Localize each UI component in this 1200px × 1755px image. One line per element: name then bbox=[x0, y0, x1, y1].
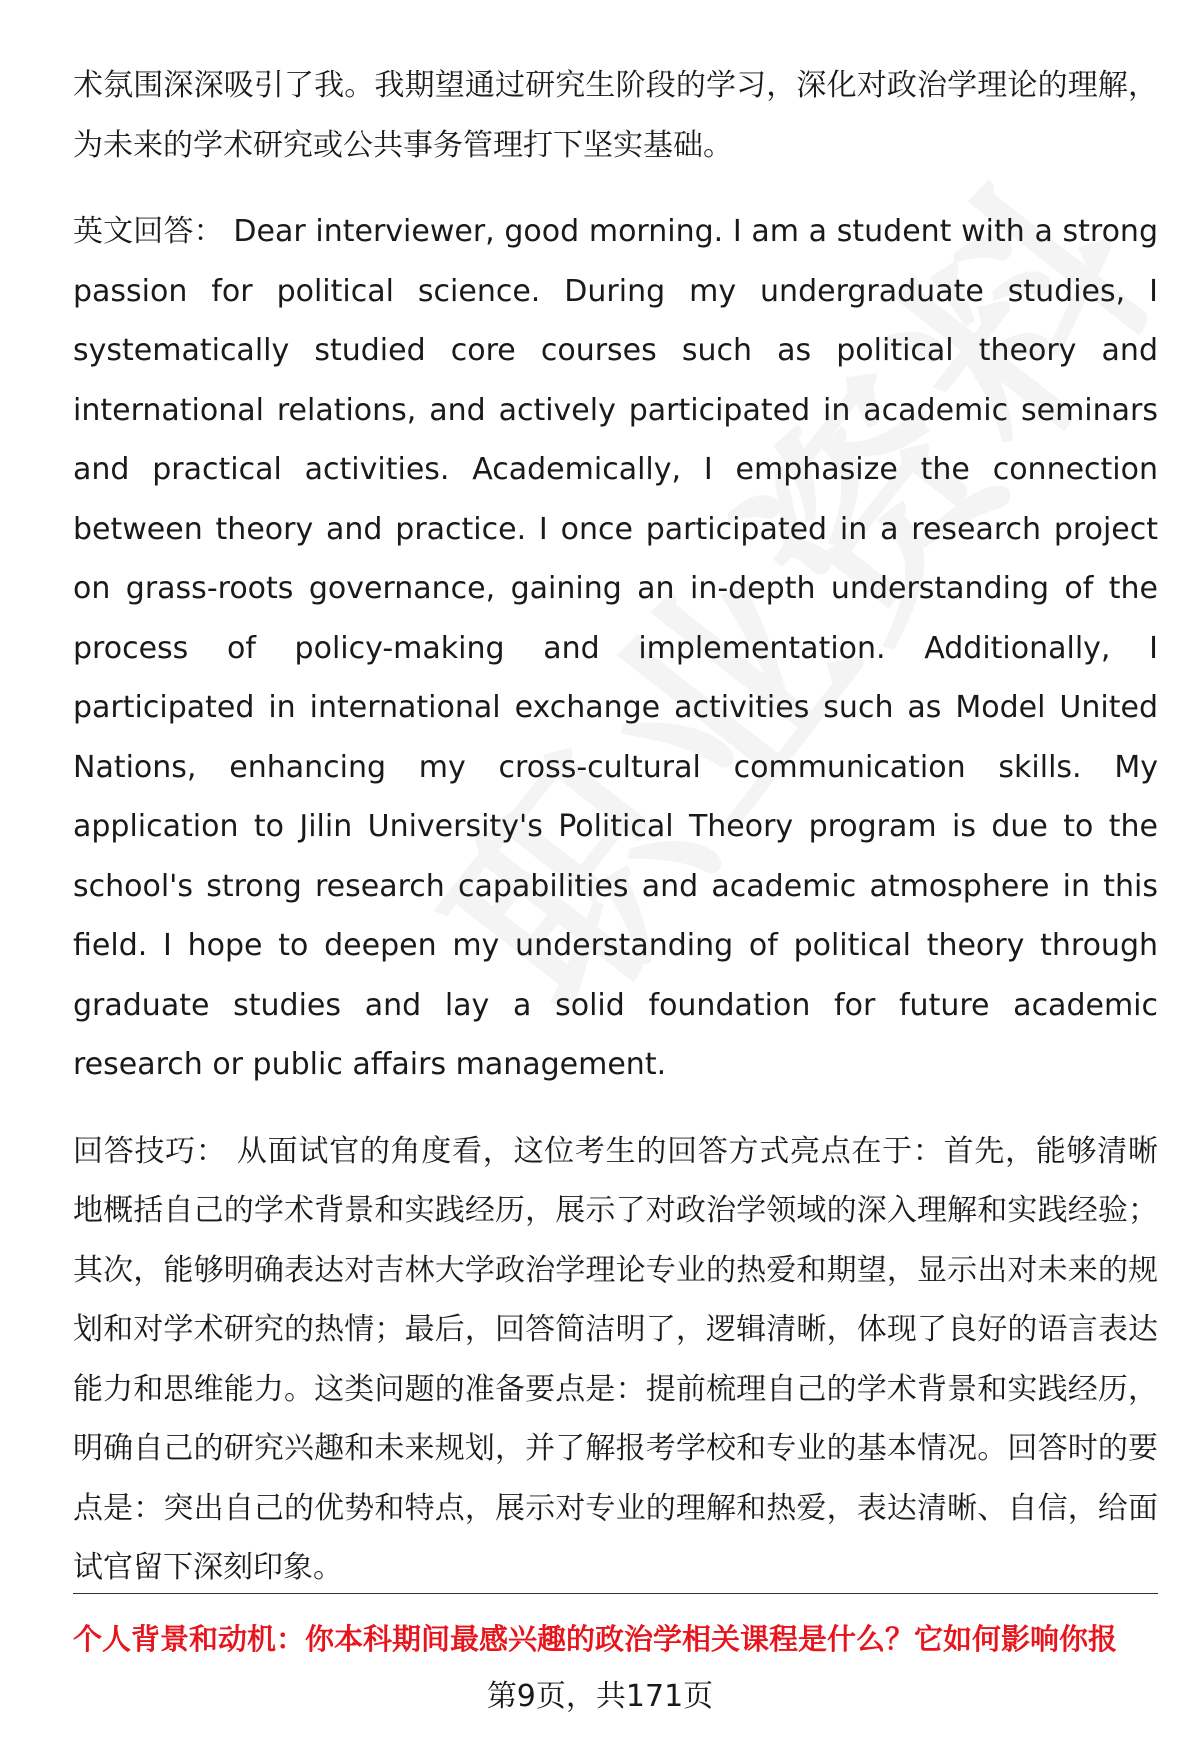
section-divider bbox=[73, 1593, 1158, 1594]
english-answer-paragraph bbox=[73, 202, 1158, 1095]
english-answer-text: Dear interviewer, good morning. I am a student with a strong passion for political science. During my undergraduate studies, I systematically studied core courses such as political theory and international relations, and actively participated in academic seminars and practical activities. Academically, I emphasize the connection between theory and practice. I once participated in a research project on grass-roots governance, gaining an in-depth understanding of the process of policy-making and implementation. Additionally, I participated in international exchange activities such as Model United Nations, enhancing my cross-cultural communication skills. My application to Jilin University's Political Theory program is due to the school's strong research capabilities and academic atmosphere in this field. I hope to deepen my understanding of political theory through graduate studies and lay a solid foundation for future academic research or public affairs management. bbox=[73, 214, 1158, 1082]
next-question-heading: 个人背景和动机：你本科期间最感兴趣的政治学相关课程是什么？它如何影响你报 bbox=[73, 1622, 1118, 1656]
answer-tips-label: 回答技巧： bbox=[73, 1133, 227, 1169]
english-answer-label: 英文回答： bbox=[73, 214, 224, 249]
document-body bbox=[73, 56, 1158, 1598]
answer-tips-paragraph bbox=[73, 1122, 1158, 1598]
answer-tips-text: 从面试官的角度看，这位考生的回答方式亮点在于：首先，能够清晰地概括自己的学术背景和实践经历，展示了对政治学领域的深入理解和实践经验；其次，能够明确表达对吉林大学政治学理论专业的热爱和期望，显示出对未来的规划和对学术研究的热情；最后，回答简洁明了，逻辑清晰，体现了良好的语言表达能力和思维能力。这类问题的准备要点是：提前梳理自己的学术背景和实践经历，明确自己的研究兴趣和未来规划，并了解报考学校和专业的基本情况。回答时的要点是：突出自己的优势和特点，展示对专业的理解和热爱，表达清晰、自信，给面试官留下深刻印象。 bbox=[73, 1133, 1158, 1585]
page-number: 第9页，共171页 bbox=[486, 1679, 714, 1714]
continued-paragraph: 术氛围深深吸引了我。我期望通过研究生阶段的学习，深化对政治学理论的理解，为未来的学术研究或公共事务管理打下坚实基础。 bbox=[73, 68, 1158, 163]
